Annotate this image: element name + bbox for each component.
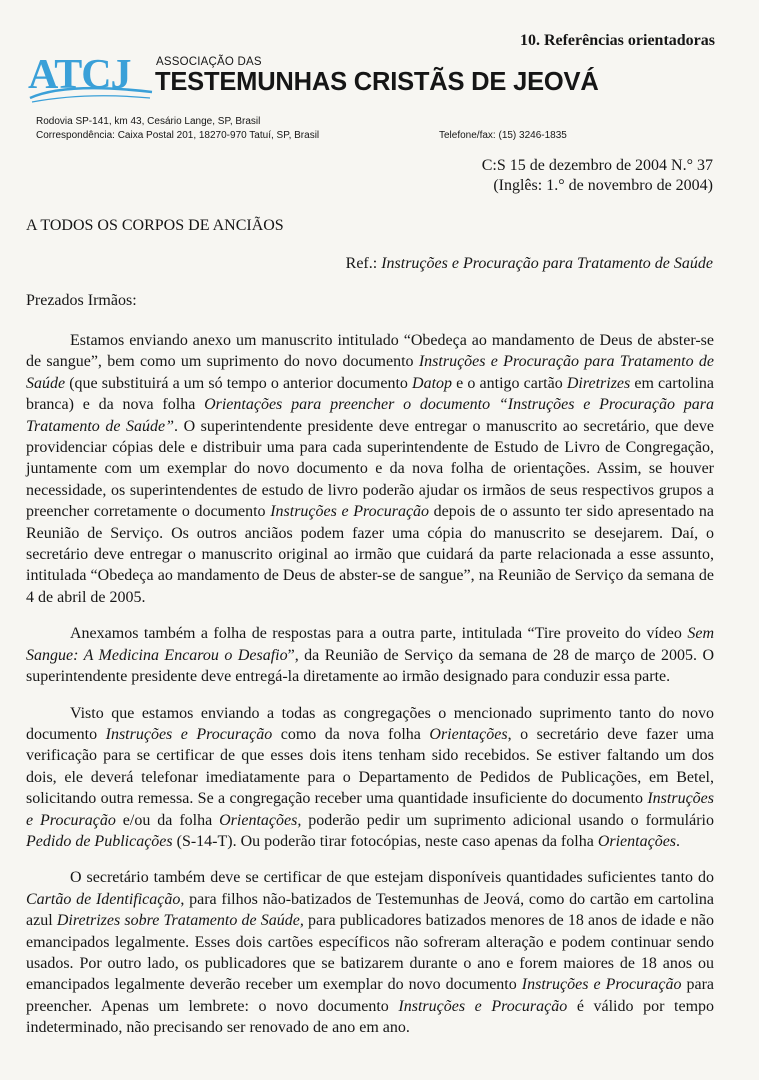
text-run: para publicadores batizados menores de 18 anos de idade e não emancipados legalmente. Esses dois cartões específicos não sofreram alteração e podem continuar sendo usados. Por outro lado, os publicadores que se batizarem durante o ano e forem maiores de 18 anos ou emancipados legalmente deverão receber um exemplar do novo documento: [26, 912, 714, 994]
phone-fax: Telefone/fax: (15) 3246-1835: [439, 130, 567, 141]
text-run: (que substituirá a um só tempo o anterior documento: [65, 374, 413, 392]
text-run: como da nova folha: [272, 725, 430, 743]
greeting: Prezados Irmãos:: [26, 292, 137, 309]
paragraph-1: [26, 330, 714, 608]
text-run: poderão pedir um suprimento adicional usando o formulário: [301, 811, 715, 829]
italic-run: Instruções e Procuração: [521, 976, 682, 994]
italic-run: Instruções e Procuração para Tratamento de Saúde: [26, 353, 714, 392]
italic-run: Orientações para preencher o documento “Instruções e Procuração para Tratamento de Saúde”: [26, 396, 714, 435]
text-run: em cartolina branca) e da nova folha: [26, 374, 715, 414]
text-run: (S-14-T). Ou poderão tirar fotocópias, neste caso apenas da folha: [172, 832, 598, 850]
text-run: depois de o assunto ter sido apresentado na Reunião de Serviço. Os outros anciãos podem fazer uma cópia do manuscrito se desejarem. Daí, o secretário deve entregar o manuscrito original ao irmão que cuidará da parte relacionada a esse assunto, intitulada “Obedeça ao mandamento de Deus de abster-se de sangue”, na Reunião de Serviço da semana de 4 de abril de 2005.: [26, 503, 715, 606]
text-run: .: [676, 832, 681, 850]
italic-run: Datop: [412, 374, 453, 392]
org-line1: ASSOCIAÇÃO DAS: [156, 56, 262, 68]
text-run: . O superintendente presidente deve entregar o manuscrito ao secretário, que deve providenciar cópias dele e distribuir uma para cada superintendente de Estudo de Livro de Congregação, juntamente com um exemplar do novo documento e da nova folha de orientações. Assim, se houver necessidade, os superintendentes de estudo de livro poderão ajudar os irmãos de seus respectivos grupos a preencher corretamente o documento: [26, 417, 715, 521]
ref-subject: Instruções e Procuração para Tratamento de Saúde: [381, 255, 713, 272]
italic-run: Pedido de Publicações: [26, 832, 173, 850]
atcj-logo: [26, 52, 156, 108]
text-run: , para filhos não-batizados de Testemunhas de Jeová, como do cartão em cartolina azul: [26, 890, 715, 930]
italic-run: Instruções e Procuração: [270, 503, 430, 521]
org-name: TESTEMUNHAS CRISTÃS DE JEOVÁ: [155, 68, 599, 96]
english-date: (Inglês: 1.° de novembro de 2004): [493, 177, 713, 194]
italic-run: Instruções e Procuração: [398, 997, 568, 1015]
text-run: O secretário também deve se certificar de que estejam disponíveis quantidades suficientes tanto do: [70, 869, 714, 887]
italic-run: Instruções e Procuração: [26, 790, 714, 829]
italic-run: Instruções e Procuração: [105, 725, 273, 743]
letter-body: [26, 330, 714, 1054]
text-run: para preencher. Apenas um lembrete: o novo documento: [26, 976, 715, 1015]
text-run: é válido por tempo indeterminado, não precisando ser renovado de ano em ano.: [26, 997, 715, 1037]
letter-meta: [482, 156, 713, 196]
text-run: Estamos enviando anexo um manuscrito intitulado “Obedeça ao mandamento de Deus de abster-se de sangue”, bem como um suprimento do novo documento: [26, 332, 714, 371]
italic-run: Orientações,: [219, 811, 302, 829]
address-line1: Rodovia SP-141, km 43, Cesário Lange, SP, Brasil: [36, 116, 261, 127]
paragraph-3: [26, 703, 714, 853]
italic-run: Cartão de Identificação: [26, 890, 181, 908]
reference-line: [346, 255, 713, 273]
paragraph-4: [26, 867, 714, 1038]
ref-label: Ref.:: [345, 255, 378, 272]
text-run: e o antigo cartão: [452, 374, 567, 392]
italic-run: Sem Sangue: A Medicina Encarou o Desafio: [26, 625, 714, 664]
section-reference: 10. Referências orientadoras: [519, 32, 715, 49]
logo-letters: ATCJ: [28, 52, 131, 98]
italic-run: Orientações: [597, 832, 677, 850]
italic-run: Orientações: [429, 725, 508, 743]
text-run: ”, da Reunião de Serviço da semana de 28 de março de 2005. O superintendente presidente deve entregá-la diretamente ao irmão designado para conduzir essa parte.: [26, 646, 714, 686]
address-line2: Correspondência: Caixa Postal 201, 18270-970 Tatuí, SP, Brasil: [36, 130, 320, 141]
text-run: Anexamos também a folha de respostas para a outra parte, intitulada “Tire proveito do vídeo: [70, 625, 688, 643]
cs-date-number: C:S 15 de dezembro de 2004 N.° 37: [481, 157, 713, 174]
italic-run: Diretrizes sobre Tratamento de Saúde,: [56, 912, 304, 930]
paragraph-2: [26, 623, 714, 687]
text-run: , o secretário deve fazer uma verificação para se certificar de que esses dois itens tenham sido recebidos. Se estiver faltando um dos dois, ele deverá telefonar imediatamente para o Departamento de Pedidos de Publicações, em Betel, solicitando outra remessa. Se a congregação receber uma quantidade insuficiente do documento: [26, 725, 715, 808]
addressee: A TODOS OS CORPOS DE ANCIÃOS: [26, 217, 284, 234]
text-run: e/ou da folha: [115, 811, 220, 829]
text-run: Visto que estamos enviando a todas as congregações o mencionado suprimento tanto do novo documento: [26, 704, 714, 743]
italic-run: Diretrizes: [566, 374, 631, 392]
